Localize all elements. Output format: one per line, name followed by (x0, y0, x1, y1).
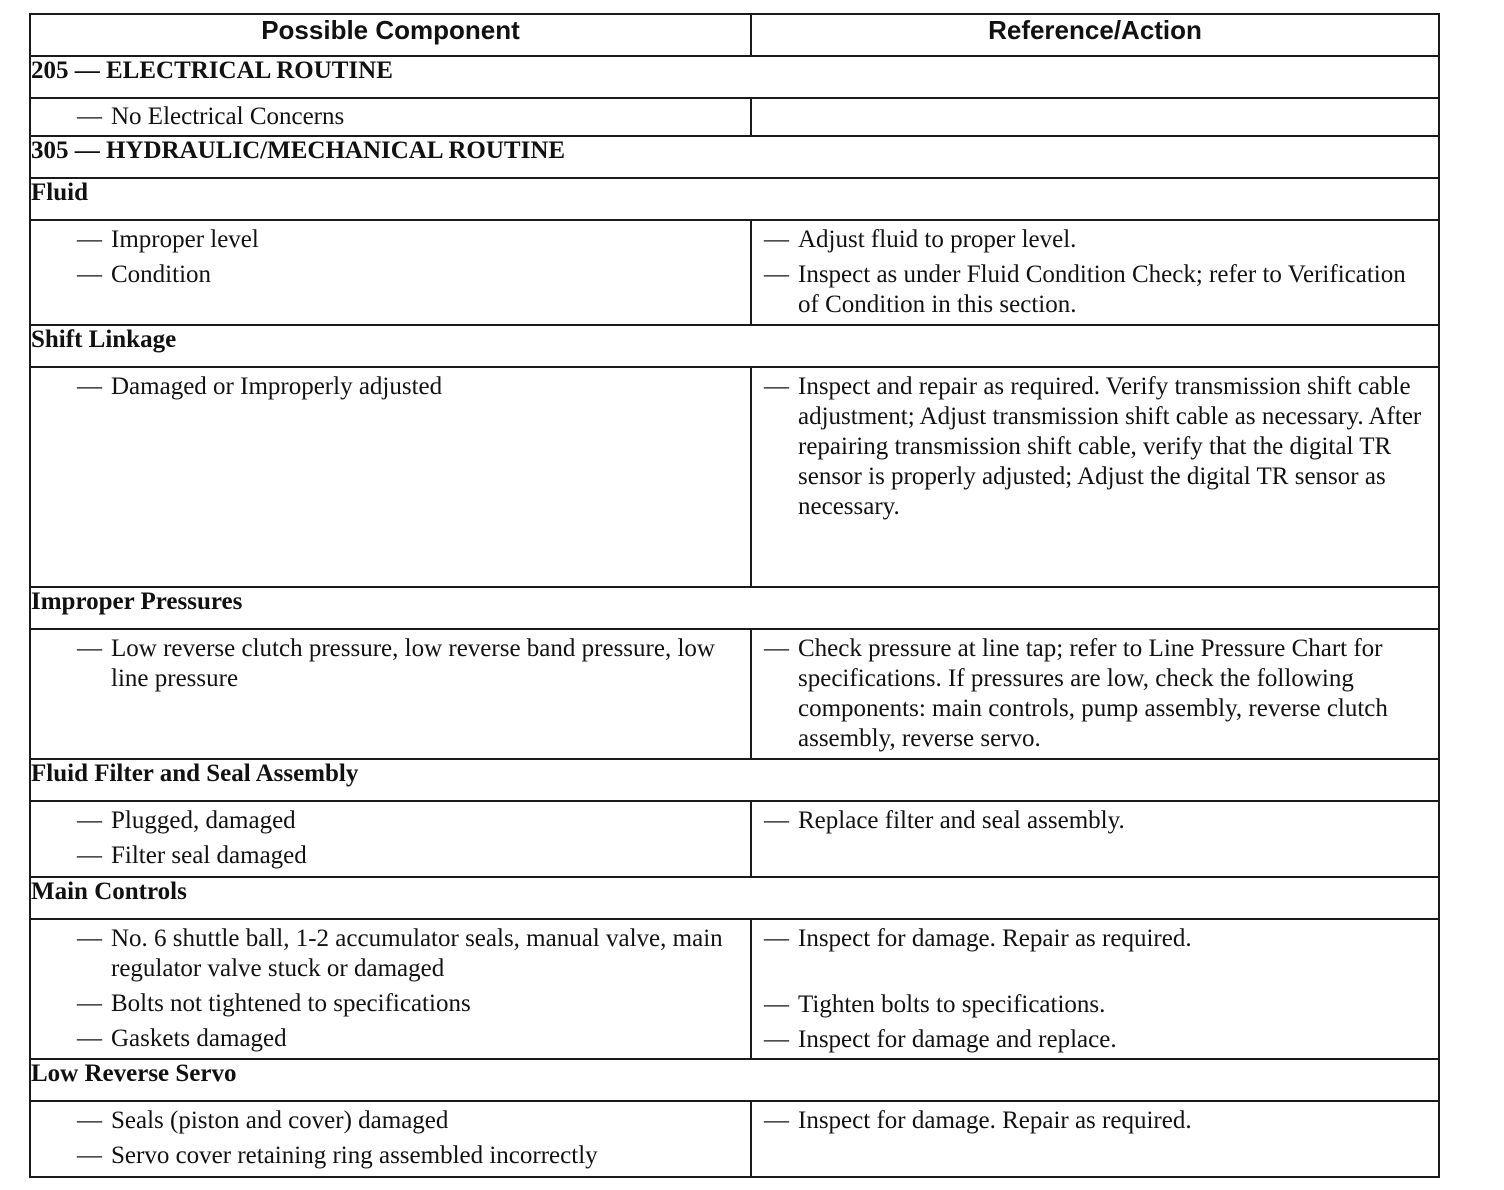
action-cell (751, 1101, 1439, 1177)
table-row (30, 801, 1439, 877)
group-row-improper-pressures (30, 587, 1439, 629)
component-cell (30, 801, 751, 877)
component-cell (30, 1101, 751, 1177)
action-cell (751, 367, 1439, 587)
action-cell (751, 919, 1439, 1059)
list-item: — Bolts not tightened to specifications (77, 990, 471, 1017)
group-row-low-reverse-servo (30, 1059, 1439, 1101)
group-title: Fluid (30, 178, 1439, 220)
list-item: — Gaskets damaged (77, 1025, 287, 1052)
table-row (30, 919, 1439, 1059)
list-item: — Filter seal damaged (77, 842, 307, 869)
list-item: — Condition (77, 261, 212, 288)
group-row-fluid (30, 178, 1439, 220)
section-row-hydraulic (30, 136, 1439, 178)
list-item: — Inspect as under Fluid Condition Check; refer to Verification of Condition in this section. (764, 261, 1406, 318)
section-title-electrical: 205 — ELECTRICAL ROUTINE (30, 56, 1439, 98)
component-cell (30, 220, 751, 325)
component-cell (30, 629, 751, 759)
action-cell (751, 629, 1439, 759)
list-item: — Plugged, damaged (77, 807, 296, 834)
group-title: Low Reverse Servo (30, 1059, 1439, 1101)
group-row-shift-linkage (30, 325, 1439, 367)
group-title: Main Controls (30, 877, 1439, 919)
list-item: — Inspect and repair as required. Verify transmission shift cable adjustment; Adjust transmission shift cable as necessary. After repairing transmission shift cable, verify that the digital TR sensor is properly adjusted; Adjust the digital TR sensor as necessary. (764, 373, 1422, 520)
header-reference-action: Reference/Action (751, 14, 1439, 56)
action-cell (751, 98, 1439, 136)
group-row-fluid-filter (30, 759, 1439, 801)
section-title-hydraulic: 305 — HYDRAULIC/MECHANICAL ROUTINE (30, 136, 1439, 178)
table-row (30, 98, 1439, 136)
action-cell (751, 801, 1439, 877)
table-row (30, 220, 1439, 325)
list-item: — Adjust fluid to proper level. (764, 226, 1077, 253)
list-item: — Damaged or Improperly adjusted (77, 373, 443, 400)
action-cell (751, 220, 1439, 325)
table-row (30, 629, 1439, 759)
list-item: — Inspect for damage and replace. (764, 1026, 1117, 1053)
list-item: — Servo cover retaining ring assembled incorrectly (77, 1142, 598, 1169)
component-cell (30, 919, 751, 1059)
list-item: — Inspect for damage. Repair as required. (764, 925, 1192, 952)
group-title: Fluid Filter and Seal Assembly (30, 759, 1439, 801)
list-item: — Replace filter and seal assembly. (764, 807, 1125, 834)
table-row (30, 367, 1439, 587)
table-row (30, 1101, 1439, 1177)
diagnosis-table (29, 13, 1440, 1178)
list-item: — Seals (piston and cover) damaged (77, 1107, 449, 1134)
list-item: — Improper level (77, 226, 259, 253)
list-item: — No Electrical Concerns (77, 103, 345, 130)
component-cell (30, 367, 751, 587)
list-item: — Inspect for damage. Repair as required. (764, 1107, 1192, 1134)
group-title: Improper Pressures (30, 587, 1439, 629)
list-item: — Check pressure at line tap; refer to Line Pressure Chart for specifications. If pressures are low, check the following components: main controls, pump assembly, reverse clutch assembly, reverse servo. (764, 635, 1388, 752)
list-item: — Tighten bolts to specifications. (764, 991, 1106, 1018)
header-possible-component: Possible Component (30, 14, 751, 56)
header-row (30, 14, 1439, 56)
list-item: — Low reverse clutch pressure, low reverse band pressure, low line pressure (77, 635, 715, 692)
group-title: Shift Linkage (30, 325, 1439, 367)
component-cell (30, 98, 751, 136)
section-row-electrical (30, 56, 1439, 98)
list-item: — No. 6 shuttle ball, 1-2 accumulator seals, manual valve, main regulator valve stuck or damaged (77, 925, 723, 982)
group-row-main-controls (30, 877, 1439, 919)
